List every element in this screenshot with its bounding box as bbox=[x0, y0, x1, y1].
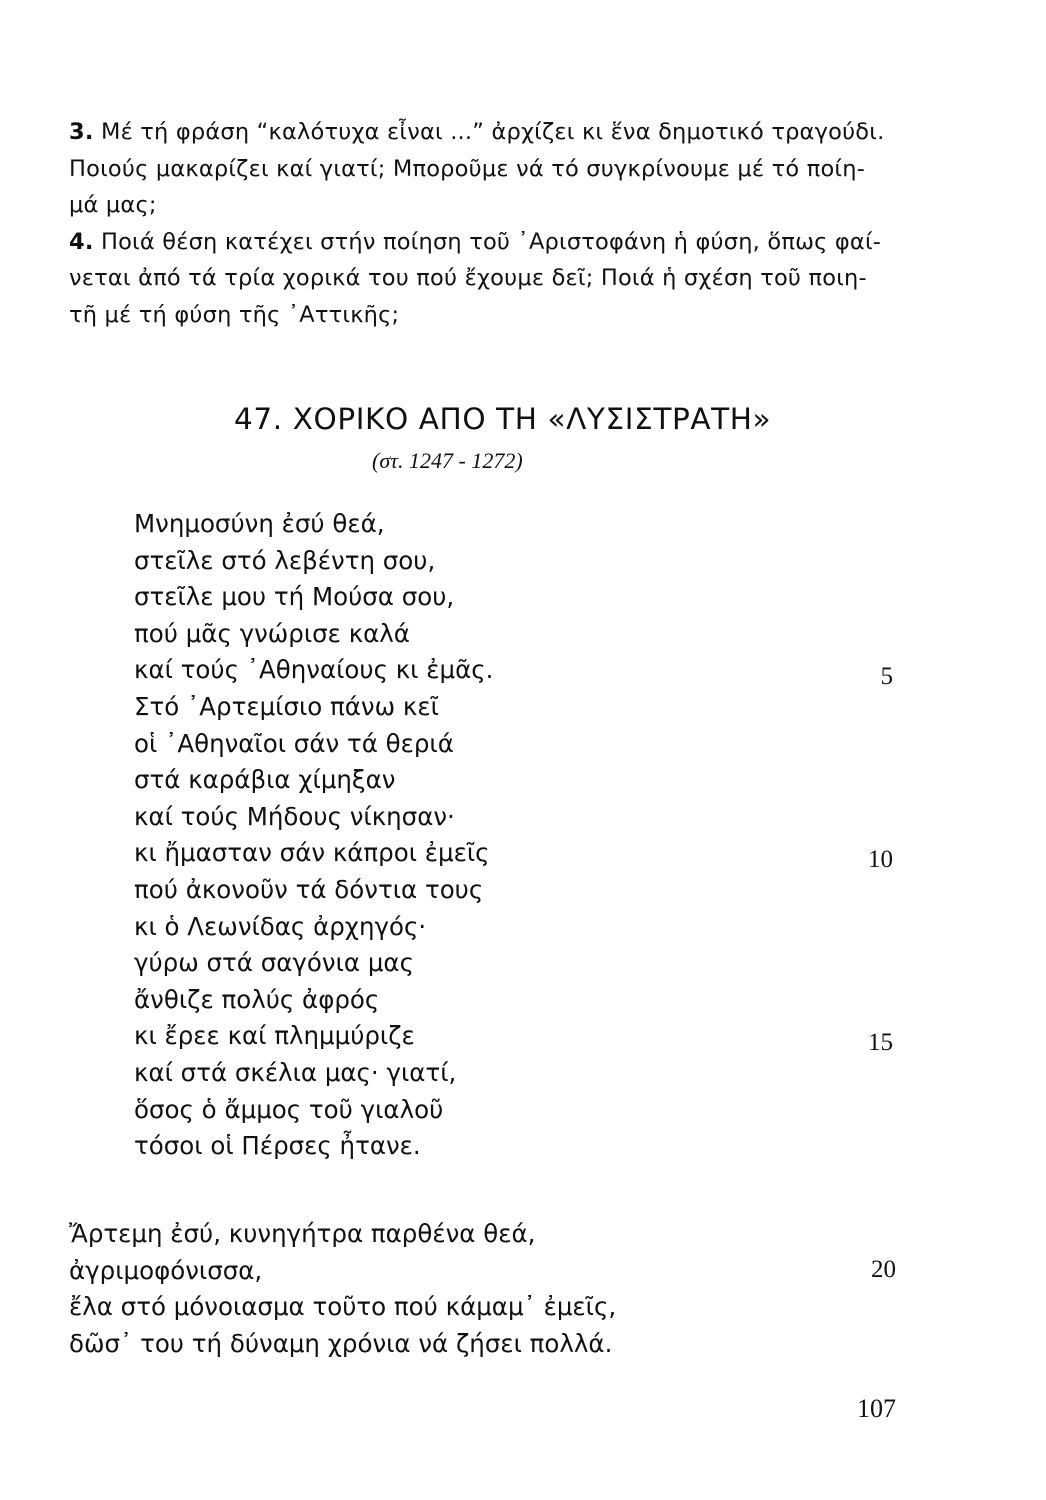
poem-line: ἀγριμοφόνισσα, bbox=[69, 1255, 263, 1285]
question-number: 4. bbox=[69, 228, 94, 255]
question-line bbox=[69, 224, 909, 261]
poem-line: Μνημοσύνη ἐσύ θεά, bbox=[134, 509, 385, 538]
poem-line: οἱ ᾿Αθηναῖοι σάν τά θεριά bbox=[134, 728, 454, 758]
question-text: Ποιούς μακαρίζει καί γιατί; Μποροῦμε νά τό συγκρίνουμε μέ τό ποίη- bbox=[69, 155, 866, 182]
question-line bbox=[69, 260, 909, 297]
poem-line: πού ἀκονοῦν τά δόντια τους bbox=[134, 874, 484, 904]
poem-stanza-1 bbox=[134, 506, 493, 1165]
poem-line: καί τούς Μήδους νίκησαν· bbox=[134, 801, 455, 831]
poem-line: πού μᾶς γνώρισε καλά bbox=[134, 618, 410, 648]
poem-line: καί στά σκέλια μας· γιατί, bbox=[134, 1057, 457, 1087]
study-questions bbox=[69, 114, 909, 333]
line-number: 10 bbox=[868, 846, 893, 873]
line-number: 5 bbox=[880, 663, 893, 690]
question-line bbox=[69, 151, 909, 188]
page-number: 107 bbox=[857, 1394, 896, 1423]
poem-line: κι ὁ Λεωνίδας ἀρχηγός· bbox=[134, 911, 427, 941]
question-line bbox=[69, 187, 909, 224]
question-line bbox=[69, 114, 909, 151]
poem-line: κι ἔρεε καί πλημμύριζε bbox=[134, 1021, 415, 1051]
poem-line: ἔλα στό μόνοιασμα τοῦτο πού κάμαμ᾿ ἐμεῖς, bbox=[69, 1292, 617, 1322]
poem-line: ἄνθιζε πολύς ἀφρός bbox=[134, 984, 380, 1014]
poem-line: τόσοι οἱ Πέρσες ἦτανε. bbox=[134, 1131, 421, 1161]
question-text: τῆ μέ τή φύση τῆς ᾿Αττικῆς; bbox=[69, 301, 400, 328]
poem-line: στεῖλε μου τή Μούσα σου, bbox=[134, 582, 455, 612]
poem-line: καί τούς ᾿Αθηναίους κι ἐμᾶς. bbox=[134, 655, 494, 685]
poem-stanza-2 bbox=[69, 1216, 616, 1362]
section-title: 47. ΧΟΡΙΚΟ ΑΠΟ ΤΗ «ΛΥΣΙΣΤΡΑΤΗ» bbox=[234, 402, 772, 436]
poem-line: δῶσ᾿ του τή δύναμη χρόνια νά ζήσει πολλά. bbox=[69, 1328, 613, 1358]
poem-line: στεῖλε στό λεβέντη σου, bbox=[134, 545, 436, 575]
question-line bbox=[69, 297, 909, 334]
question-text: μά μας; bbox=[69, 192, 157, 218]
poem-line: ὅσος ὁ ἄμμος τοῦ γιαλοῦ bbox=[134, 1094, 444, 1124]
poem-line: στά καράβια χίμηξαν bbox=[134, 765, 396, 795]
question-text: νεται ἀπό τά τρία χορικά του πού ἔχουμε δεῖ; Ποιά ἡ σχέση τοῦ ποιη- bbox=[69, 265, 867, 291]
question-number: 3. bbox=[69, 119, 94, 145]
poem-line: Ἄρτεμη ἐσύ, κυνηγήτρα παρθένα θεά, bbox=[69, 1219, 536, 1248]
section-subtitle: (στ. 1247 - 1272) bbox=[372, 448, 523, 473]
line-number: 20 bbox=[871, 1256, 896, 1283]
poem-line: Στό ᾿Αρτεμίσιο πάνω κεῖ bbox=[134, 691, 439, 721]
poem-line: γύρω στά σαγόνια μας bbox=[134, 948, 414, 978]
question-text: Μέ τή φράση “καλότυχα εἶναι ...” ἀρχίζει κι ἕνα δημοτικό τραγούδι. bbox=[93, 119, 885, 145]
line-number: 15 bbox=[868, 1029, 893, 1056]
poem-line: κι ἤμασταν σάν κάπροι ἐμεῖς bbox=[134, 838, 490, 868]
question-text: Ποιά θέση κατέχει στήν ποίηση τοῦ ᾿Αριστοφάνη ἡ φύση, ὅπως φαί- bbox=[93, 228, 882, 255]
